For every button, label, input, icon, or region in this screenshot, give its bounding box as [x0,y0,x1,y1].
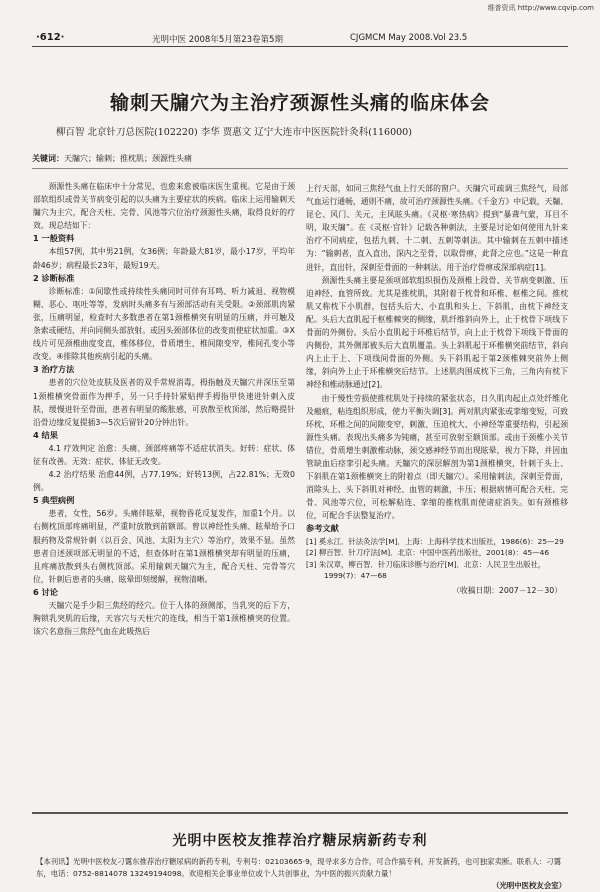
reference-item: [2] 柳百智．针刀疗法[M]．北京：中国中医药出版社，2001(8)：45—46 [306,548,550,558]
section-heading: 6 讨论 [33,586,58,597]
right-column [306,182,568,597]
section-heading: 4 结果 [33,429,58,440]
section-heading: 1 一般资料 [33,233,75,244]
paragraph: 颈源性头痛在临床中十分常见，也愈来愈被临床医生重视。它是由于颈部软组织或骨关节病变引起的以头痛为主要症状的疾病。临床上运用输刺天牖穴为主穴，配合天柱、完骨、风池等穴位治疗颈源性头痛，取得良好的疗效。现总结如下： [33,182,295,231]
paragraph: 患者，女性，56岁。头痛伴眩晕，视物昏花反复发作，加重1个月。以右侧枕顶部疼痛明显，严重时放散到前额部。曾以神经性头痛、眩晕给予口服药物及常规针刺（以百会、风池、太阳为主穴）等治疗，效果不显。虽然患者自述颈项部无明显的不适，但查体时在第1颈椎横突却有明显的压痛，且疼痛放散到头右侧枕顶部。采用输刺天牖穴为主，配合天柱、完骨等穴位，针刺后患者的头痛、眩晕即刻缓解，视物清晰。 [33,509,295,584]
ad-body [36,856,566,892]
page-number: ·612· [36,32,65,43]
ad-signature: （光明中医校友会室） [492,881,566,890]
paragraph: 4.2 治疗结果 治愈44例，占77.19%；好转13例，占22.81%；无效0例。 [33,470,295,493]
article-title: 输刺天牖穴为主治疗颈源性头痛的临床体会 [109,92,490,114]
divider [32,168,568,169]
section-heading: 2 诊断标准 [33,272,75,283]
paragraph: 上行天部，如同三焦经气血上行天部的窗户。天牖穴可疏调三焦经气，局部气血运行通畅，通则不痛，故可治疗颈源性头痛。《千金方》中记载，天牖、昆仑、风门、关元，主风眩头痛。《灵枢·寒热病》提到“暴聋气蒙，耳目不明，取天牖”。在《灵枢·官针》记载各种刺法，主要是讨论如何使用九针来治疗不同病症，包括九刺、十二刺、五刺等刺法。其中输刺在五刺中描述为：“输刺者，直入直出，深内之至骨，以取骨痹，此肾之应也。”这是一种直进针，直出针，深刺至骨面的一种刺法。用于治疗骨痹或深部病症[1]。 [306,184,568,272]
keywords [32,153,572,164]
section-heading: 5 典型病例 [33,495,75,506]
watermark-url: 维普资讯 http://www.cqvip.com [487,4,594,12]
paragraph: 患者的穴位处皮肤及医者的双手常规消毒，拇指触及天牖穴并深压至第1颈椎横突骨面作为押手，另一只手持针紧贴押手拇指甲快速进针刺入皮肤，缓慢进针至骨面，患者有明显的酸胀感，可放散至枕顶部，然后略提针沿骨边缘反复提插3—5次后留针20分钟出针。 [33,378,295,427]
author-line: 柳百智 北京针刀总医院(102220) 李华 贾惠文 辽宁大连市中医医院针灸科(116000) [56,127,412,138]
journal-name-cn: 光明中医 2008年5月第23卷第5期 [152,35,283,45]
paragraph: 诊断标准：①间歇性或持续性头痛同时可伴有耳鸣、听力减退、视物模糊、恶心、呕吐等等，发病时头痛多有与颈部活动有关受限。②颈部肌肉紧张，压痛明显，检查时大多数患者在第1颈椎横突有明显的压痛，并可触及条索或硬结，并向同侧头部放射。或因头颈部体位的改变而使症状加重。③X线片可见颈椎曲度变直，椎体移位，骨质增生，椎间隙变窄，椎间孔变小等改变。④排除其他疾病引起的头痛。 [33,286,295,362]
references-heading: 参考文献 [306,523,339,534]
paragraph: 本组57例，其中男21例，女36例；年龄最大81岁，最小17岁，平均年龄46岁；病程最长23年，最短19天。 [33,247,295,270]
running-header [32,30,568,47]
received-date: （收稿日期：2007－12－30） [452,585,562,595]
reference-list [306,536,568,582]
keywords-text: 天牖穴；输刺；推枕肌；颈源性头痛 [64,154,192,163]
reference-item: [3] 朱汉章，柳百智．针刀临床诊断与治疗[M]．北京：人民卫生出版社，1999(7)：47—68 [306,559,546,581]
paragraph: 颈源性头痛主要是颈项部软组织损伤及颈椎上段骨、关节病变刺激、压迫神经、血管所致。尤其是推枕肌，其附着于枕骨和环椎、枢椎之间。推枕肌又称枕下小肌群，包括头后大、小直肌和头上、下斜肌，由枕下神经支配。头后大直肌起于枢椎棘突的侧缘，肌纤维斜向外上，止于枕骨下项线下骨面的外侧份。头后小直肌起于环椎后结节，向上止于枕骨下项线下骨面的内侧份，其外侧部被头后大直肌覆盖。头上斜肌起于环椎横突前结节，斜向内上止于上、下项线间骨面的外侧。头下斜肌起于第2颈椎棘突前外上侧缘，斜向外上止于环椎横突后结节。上述肌肉围成枕下三角，三角内有枕下神经和椎动脉通过[2]。 [306,275,568,390]
paragraph: 4.1 疗效判定 治愈：头痛、颈部疼痛等不适症状消失。好转：症状、体征有改善。无效：症状、体征无改变。 [33,443,295,466]
paragraph: 由于慢性劳损使推枕肌处于持续的紧张状态，日久肌肉起止点处纤维化及瘢痕，粘连组织形成，使力平衡失调[3]。两对肌肉紧张或挛缩变短，可致环枕、环椎之间的间隙变窄，刺激、压迫枕大、小神经等重要结构，引起颈源性头痛。表现出头痛多为钝痛，甚至可放射至额顶部。或由于颈椎小关节错位，骨质增生刺激椎动脉，颈交感神经节而出现眩晕，视力下降，并因血管缺血后痉挛引起头痛。天牖穴的深层解剖为第1颈椎横突，针刺于头上、下斜肌在第1颈椎横突上的附着点（即天牖穴）。采用输刺法，深刺至骨面，消除头上、头下斜肌对神经、血管的刺激，卡压；根据病情可配合天柱、完骨、风池等穴位，可松解粘连、挛缩的推枕肌而使诸症消失。如有颈椎移位，可配合手法整复治疗。 [306,393,568,521]
left-column [33,180,295,638]
section-heading: 3 治疗方法 [33,364,75,375]
reference-item: [1] 奚永江．针法灸法学[M]．上海：上海科学技术出版社，1986(6)：25—29 [306,536,564,546]
ad-divider [32,812,568,814]
journal-name-en: CJGMCM May 2008.Vol 23.5 [350,33,468,43]
ad-text: 【本刊讯】光明中医校友刁霭东推荐治疗糖尿病的新药专利，专利号：02103665·9，现寻求多方合作，可合作搞专利，开发新药，也可独家卖断。联系人：刁霭东，电话：0752-8814078 13249194098。欢迎相关企事业单位或个人共创事业，为中医的振兴贡献力量！ [36,857,562,878]
keywords-label: 关键词： [32,154,64,163]
ad-title: 光明中医校友推荐治疗糖尿病新药专利 [172,833,428,849]
right-column-body [306,182,568,522]
paragraph: 天牖穴是手少阳三焦经的经穴。位于人体的颈侧部，当乳突的后下方，胸锁乳突肌的后缘，天容穴与天柱穴的连线，相当于第1颈椎横突的位置。该穴名意指三焦经气血在此吸热后 [33,601,295,637]
